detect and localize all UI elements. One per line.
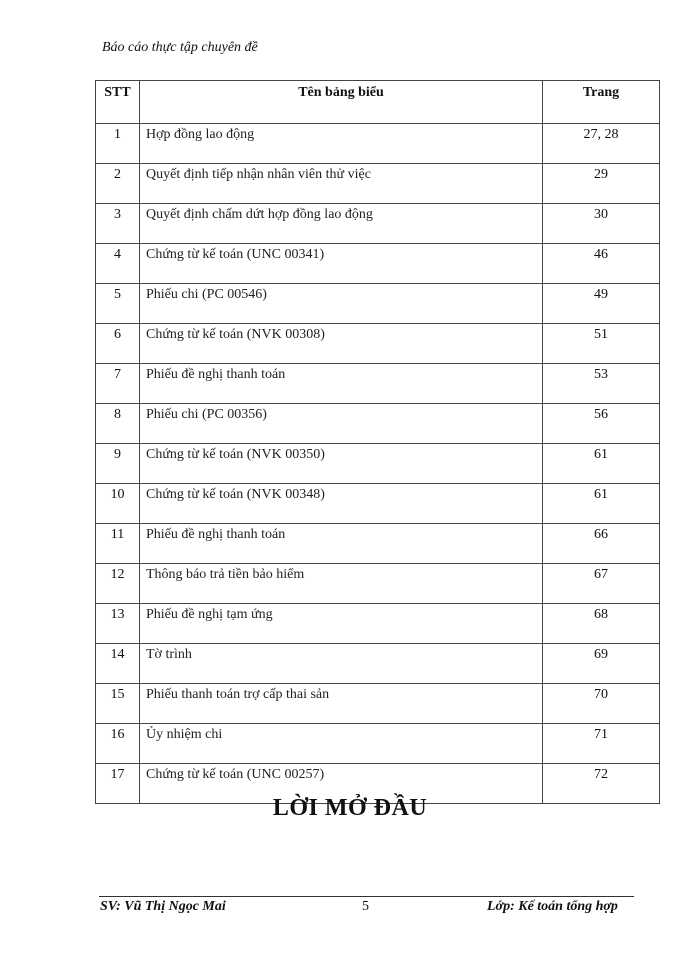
row-page: 72 xyxy=(543,764,660,804)
table-header-row xyxy=(96,81,660,124)
table-row xyxy=(96,444,660,484)
row-stt: 2 xyxy=(96,164,140,204)
row-name: Quyết định tiếp nhận nhân viên thử việc xyxy=(140,164,543,204)
footer-class: Lớp: Kế toán tổng hợp xyxy=(487,899,618,914)
row-name: Ủy nhiệm chi xyxy=(140,724,543,764)
row-page: 68 xyxy=(543,604,660,644)
row-page: 70 xyxy=(543,684,660,724)
row-name: Thông báo trả tiền bảo hiểm xyxy=(140,564,543,604)
row-name: Phiếu thanh toán trợ cấp thai sản xyxy=(140,684,543,724)
table-of-figures xyxy=(95,80,660,804)
row-name: Phiếu chi (PC 00356) xyxy=(140,404,543,444)
row-stt: 7 xyxy=(96,364,140,404)
table-row xyxy=(96,364,660,404)
row-page: 66 xyxy=(543,524,660,564)
row-stt: 8 xyxy=(96,404,140,444)
footer-student: SV: Vũ Thị Ngọc Mai xyxy=(100,899,226,914)
table-row xyxy=(96,164,660,204)
row-page: 61 xyxy=(543,444,660,484)
row-page: 46 xyxy=(543,244,660,284)
row-name: Phiếu đề nghị tạm ứng xyxy=(140,604,543,644)
row-name: Chứng từ kế toán (NVK 00348) xyxy=(140,484,543,524)
row-page: 27, 28 xyxy=(543,124,660,164)
row-stt: 15 xyxy=(96,684,140,724)
row-page: 67 xyxy=(543,564,660,604)
table-row xyxy=(96,124,660,164)
table-body xyxy=(96,124,660,804)
table-row xyxy=(96,604,660,644)
row-name: Quyết định chấm dứt hợp đồng lao động xyxy=(140,204,543,244)
row-name: Phiếu chi (PC 00546) xyxy=(140,284,543,324)
row-page: 69 xyxy=(543,644,660,684)
table-row xyxy=(96,244,660,284)
row-page: 29 xyxy=(543,164,660,204)
row-stt: 9 xyxy=(96,444,140,484)
row-stt: 11 xyxy=(96,524,140,564)
row-stt: 10 xyxy=(96,484,140,524)
row-name: Hợp đồng lao động xyxy=(140,124,543,164)
row-page: 51 xyxy=(543,324,660,364)
page-header: Báo cáo thực tập chuyên đề xyxy=(102,40,258,55)
row-stt: 14 xyxy=(96,644,140,684)
table-row xyxy=(96,724,660,764)
row-stt: 16 xyxy=(96,724,140,764)
row-name: Phiếu đề nghị thanh toán xyxy=(140,524,543,564)
row-stt: 5 xyxy=(96,284,140,324)
row-name: Chứng từ kế toán (NVK 00308) xyxy=(140,324,543,364)
footer-page-number: 5 xyxy=(362,899,369,914)
table-row xyxy=(96,324,660,364)
row-page: 71 xyxy=(543,724,660,764)
column-header-name: Tên bảng biểu xyxy=(140,81,543,124)
table-row xyxy=(96,564,660,604)
row-stt: 4 xyxy=(96,244,140,284)
row-stt: 3 xyxy=(96,204,140,244)
column-header-page: Trang xyxy=(543,81,660,124)
section-title: LỜI MỞ ĐẦU xyxy=(272,795,428,821)
row-page: 30 xyxy=(543,204,660,244)
table-row xyxy=(96,524,660,564)
row-page: 49 xyxy=(543,284,660,324)
row-name: Chứng từ kế toán (UNC 00257) xyxy=(140,764,543,804)
table-row xyxy=(96,484,660,524)
row-name: Tờ trình xyxy=(140,644,543,684)
table-row xyxy=(96,284,660,324)
row-stt: 12 xyxy=(96,564,140,604)
row-stt: 1 xyxy=(96,124,140,164)
table-row xyxy=(96,644,660,684)
table-row xyxy=(96,684,660,724)
row-page: 61 xyxy=(543,484,660,524)
table-row xyxy=(96,204,660,244)
table-row xyxy=(96,404,660,444)
column-header-stt: STT xyxy=(96,81,140,124)
row-stt: 17 xyxy=(96,764,140,804)
row-page: 56 xyxy=(543,404,660,444)
row-stt: 13 xyxy=(96,604,140,644)
row-page: 53 xyxy=(543,364,660,404)
row-name: Phiếu đề nghị thanh toán xyxy=(140,364,543,404)
row-name: Chứng từ kế toán (UNC 00341) xyxy=(140,244,543,284)
footer-divider xyxy=(99,896,634,897)
row-name: Chứng từ kế toán (NVK 00350) xyxy=(140,444,543,484)
row-stt: 6 xyxy=(96,324,140,364)
